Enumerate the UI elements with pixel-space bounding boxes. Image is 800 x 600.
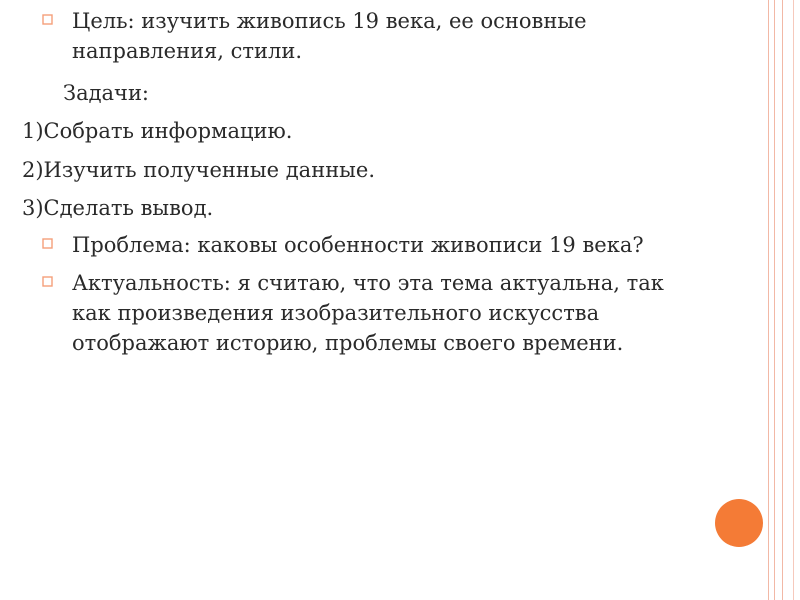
hollow-square-bullet-icon — [42, 14, 53, 25]
border-line — [782, 0, 783, 600]
hollow-square-bullet-icon — [42, 276, 53, 287]
border-line — [793, 0, 794, 600]
orange-circle — [715, 499, 763, 547]
hollow-square-bullet-icon — [42, 238, 53, 249]
relevance-text: Актуальность: я считаю, что эта тема актуальна, так как произведения изобразительного искусства отображают историю, проблемы своего времени. — [72, 271, 664, 355]
task-item: 3)Сделать вывод. — [22, 196, 214, 220]
problem-item — [42, 230, 692, 260]
border-line — [774, 0, 775, 600]
goal-item — [42, 6, 692, 66]
task-item: 1)Собрать информацию. — [22, 119, 293, 143]
border-line — [768, 0, 769, 600]
goal-text: Цель: изучить живопись 19 века, ее основные направления, стили. — [72, 9, 587, 63]
task-item: 2)Изучить полученные данные. — [22, 158, 376, 182]
problem-text: Проблема: каковы особенности живописи 19 века? — [72, 233, 644, 257]
tasks-heading: Задачи: — [63, 81, 150, 105]
relevance-item — [42, 268, 692, 358]
